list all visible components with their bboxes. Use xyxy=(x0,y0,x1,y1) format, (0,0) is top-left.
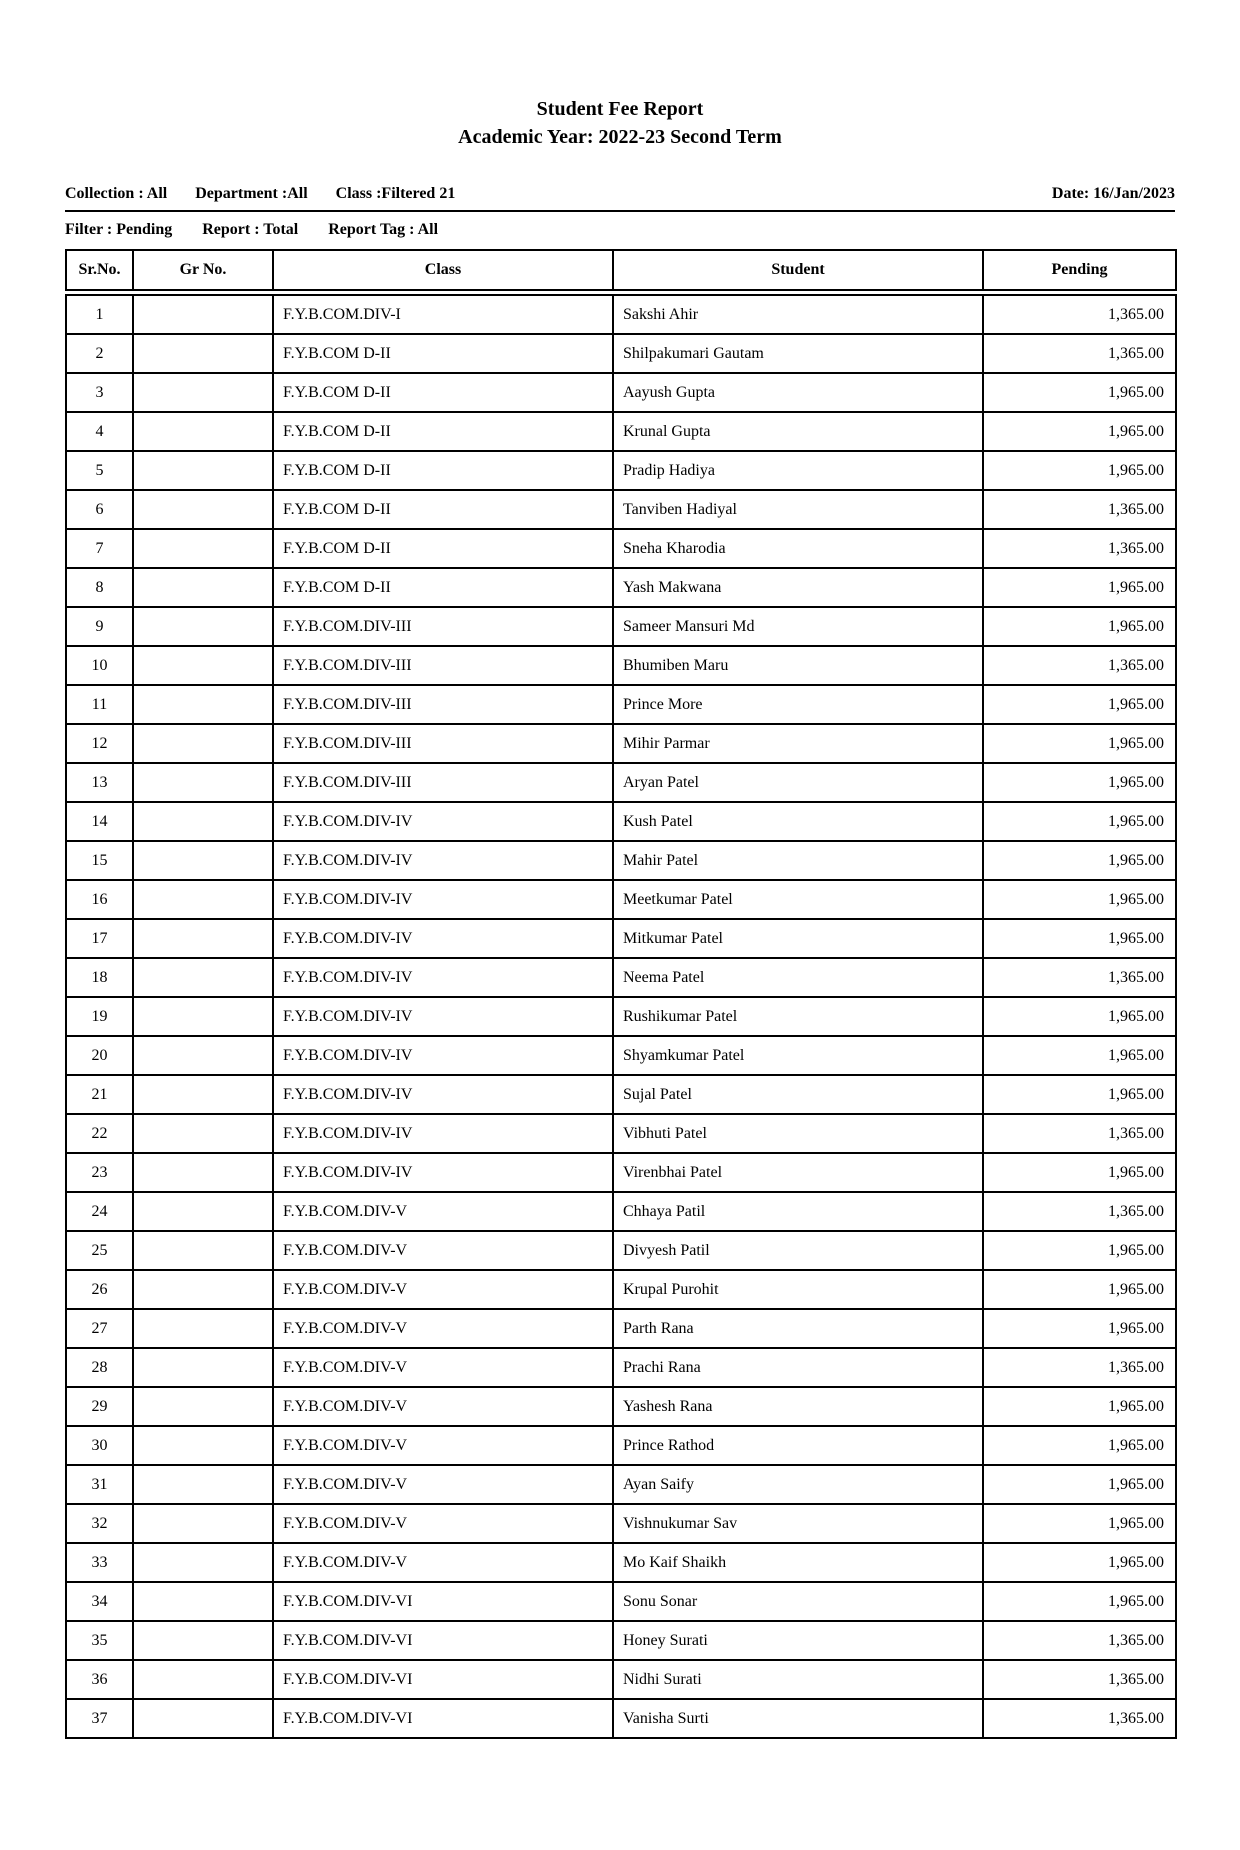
cell-grno xyxy=(133,1309,273,1348)
cell-student: Nidhi Surati xyxy=(613,1660,983,1699)
cell-grno xyxy=(133,568,273,607)
cell-pending: 1,965.00 xyxy=(983,607,1176,646)
table-row xyxy=(66,1582,1176,1621)
cell-grno xyxy=(133,1348,273,1387)
cell-grno xyxy=(133,1504,273,1543)
cell-srno: 31 xyxy=(66,1465,133,1504)
cell-grno xyxy=(133,1270,273,1309)
cell-student: Sujal Patel xyxy=(613,1075,983,1114)
cell-srno: 9 xyxy=(66,607,133,646)
cell-grno xyxy=(133,1231,273,1270)
cell-student: Prince More xyxy=(613,685,983,724)
table-row xyxy=(66,1309,1176,1348)
table-row xyxy=(66,490,1176,529)
cell-student: Kush Patel xyxy=(613,802,983,841)
cell-pending: 1,365.00 xyxy=(983,958,1176,997)
cell-srno: 29 xyxy=(66,1387,133,1426)
cell-grno xyxy=(133,1543,273,1582)
cell-srno: 3 xyxy=(66,373,133,412)
cell-srno: 30 xyxy=(66,1426,133,1465)
cell-pending: 1,965.00 xyxy=(983,802,1176,841)
report-page xyxy=(0,96,1240,1739)
cell-grno xyxy=(133,451,273,490)
cell-grno xyxy=(133,334,273,373)
cell-grno xyxy=(133,1114,273,1153)
cell-class: F.Y.B.COM.DIV-IV xyxy=(273,958,613,997)
cell-class: F.Y.B.COM.DIV-V xyxy=(273,1309,613,1348)
cell-grno xyxy=(133,763,273,802)
cell-class: F.Y.B.COM.DIV-IV xyxy=(273,919,613,958)
table-row xyxy=(66,1387,1176,1426)
cell-class: F.Y.B.COM.DIV-III xyxy=(273,685,613,724)
cell-srno: 6 xyxy=(66,490,133,529)
cell-grno xyxy=(133,802,273,841)
cell-class: F.Y.B.COM.DIV-VI xyxy=(273,1660,613,1699)
cell-srno: 12 xyxy=(66,724,133,763)
cell-srno: 22 xyxy=(66,1114,133,1153)
cell-class: F.Y.B.COM.DIV-VI xyxy=(273,1582,613,1621)
cell-pending: 1,965.00 xyxy=(983,1426,1176,1465)
report-header xyxy=(65,96,1175,151)
cell-class: F.Y.B.COM.DIV-III xyxy=(273,763,613,802)
cell-pending: 1,365.00 xyxy=(983,293,1176,335)
cell-student: Sonu Sonar xyxy=(613,1582,983,1621)
cell-pending: 1,365.00 xyxy=(983,1348,1176,1387)
cell-class: F.Y.B.COM.DIV-V xyxy=(273,1543,613,1582)
cell-grno xyxy=(133,958,273,997)
cell-class: F.Y.B.COM D-II xyxy=(273,490,613,529)
table-row xyxy=(66,1192,1176,1231)
cell-grno xyxy=(133,607,273,646)
column-header-pending: Pending xyxy=(983,250,1176,293)
cell-pending: 1,365.00 xyxy=(983,529,1176,568)
cell-class: F.Y.B.COM.DIV-IV xyxy=(273,1075,613,1114)
cell-pending: 1,965.00 xyxy=(983,1270,1176,1309)
cell-student: Prince Rathod xyxy=(613,1426,983,1465)
cell-pending: 1,965.00 xyxy=(983,1036,1176,1075)
cell-srno: 32 xyxy=(66,1504,133,1543)
table-row xyxy=(66,1153,1176,1192)
column-header-student: Student xyxy=(613,250,983,293)
page-subtitle: Academic Year: 2022-23 Second Term xyxy=(458,125,782,148)
cell-srno: 1 xyxy=(66,293,133,335)
cell-class: F.Y.B.COM.DIV-IV xyxy=(273,1153,613,1192)
cell-student: Ayan Saify xyxy=(613,1465,983,1504)
cell-pending: 1,965.00 xyxy=(983,724,1176,763)
cell-student: Prachi Rana xyxy=(613,1348,983,1387)
table-row xyxy=(66,1231,1176,1270)
cell-class: F.Y.B.COM.DIV-V xyxy=(273,1387,613,1426)
cell-student: Chhaya Patil xyxy=(613,1192,983,1231)
table-row xyxy=(66,880,1176,919)
table-row xyxy=(66,685,1176,724)
cell-class: F.Y.B.COM.DIV-IV xyxy=(273,841,613,880)
cell-pending: 1,965.00 xyxy=(983,1309,1176,1348)
cell-pending: 1,965.00 xyxy=(983,763,1176,802)
cell-student: Pradip Hadiya xyxy=(613,451,983,490)
cell-pending: 1,965.00 xyxy=(983,685,1176,724)
cell-class: F.Y.B.COM D-II xyxy=(273,373,613,412)
filter-summary-row xyxy=(65,212,1175,249)
cell-grno xyxy=(133,880,273,919)
cell-class: F.Y.B.COM.DIV-IV xyxy=(273,997,613,1036)
cell-student: Neema Patel xyxy=(613,958,983,997)
table-row xyxy=(66,997,1176,1036)
cell-srno: 28 xyxy=(66,1348,133,1387)
cell-pending: 1,365.00 xyxy=(983,1660,1176,1699)
cell-srno: 26 xyxy=(66,1270,133,1309)
cell-pending: 1,965.00 xyxy=(983,841,1176,880)
cell-srno: 20 xyxy=(66,1036,133,1075)
cell-srno: 2 xyxy=(66,334,133,373)
cell-srno: 16 xyxy=(66,880,133,919)
report-tag-label: Report Tag : All xyxy=(328,221,439,239)
cell-srno: 11 xyxy=(66,685,133,724)
cell-grno xyxy=(133,412,273,451)
cell-student: Krupal Purohit xyxy=(613,1270,983,1309)
cell-student: Sakshi Ahir xyxy=(613,293,983,335)
cell-student: Yashesh Rana xyxy=(613,1387,983,1426)
table-row xyxy=(66,1075,1176,1114)
cell-pending: 1,965.00 xyxy=(983,997,1176,1036)
table-row xyxy=(66,334,1176,373)
cell-srno: 24 xyxy=(66,1192,133,1231)
cell-student: Mahir Patel xyxy=(613,841,983,880)
cell-class: F.Y.B.COM.DIV-I xyxy=(273,293,613,335)
table-row xyxy=(66,1270,1176,1309)
table-row xyxy=(66,1465,1176,1504)
cell-class: F.Y.B.COM.DIV-III xyxy=(273,646,613,685)
cell-student: Parth Rana xyxy=(613,1309,983,1348)
cell-class: F.Y.B.COM D-II xyxy=(273,568,613,607)
cell-student: Yash Makwana xyxy=(613,568,983,607)
cell-class: F.Y.B.COM D-II xyxy=(273,412,613,451)
cell-pending: 1,365.00 xyxy=(983,1621,1176,1660)
table-row xyxy=(66,919,1176,958)
cell-class: F.Y.B.COM.DIV-V xyxy=(273,1504,613,1543)
table-row xyxy=(66,529,1176,568)
cell-pending: 1,965.00 xyxy=(983,880,1176,919)
cell-srno: 10 xyxy=(66,646,133,685)
table-header-row xyxy=(66,250,1176,293)
cell-grno xyxy=(133,1699,273,1738)
cell-class: F.Y.B.COM.DIV-IV xyxy=(273,802,613,841)
cell-srno: 18 xyxy=(66,958,133,997)
table-row xyxy=(66,1036,1176,1075)
cell-grno xyxy=(133,1582,273,1621)
cell-pending: 1,365.00 xyxy=(983,334,1176,373)
table-row xyxy=(66,1426,1176,1465)
cell-pending: 1,365.00 xyxy=(983,1114,1176,1153)
cell-grno xyxy=(133,373,273,412)
table-row xyxy=(66,841,1176,880)
cell-srno: 23 xyxy=(66,1153,133,1192)
table-row xyxy=(66,1543,1176,1582)
cell-student: Honey Surati xyxy=(613,1621,983,1660)
cell-grno xyxy=(133,1075,273,1114)
table-row xyxy=(66,293,1176,335)
cell-grno xyxy=(133,490,273,529)
cell-srno: 15 xyxy=(66,841,133,880)
cell-pending: 1,965.00 xyxy=(983,412,1176,451)
filter-label: Filter : Pending xyxy=(65,221,173,239)
cell-grno xyxy=(133,685,273,724)
cell-student: Krunal Gupta xyxy=(613,412,983,451)
cell-student: Shilpakumari Gautam xyxy=(613,334,983,373)
cell-pending: 1,365.00 xyxy=(983,490,1176,529)
fee-table-body xyxy=(66,293,1176,1739)
cell-student: Mitkumar Patel xyxy=(613,919,983,958)
cell-srno: 14 xyxy=(66,802,133,841)
cell-student: Vishnukumar Sav xyxy=(613,1504,983,1543)
cell-grno xyxy=(133,529,273,568)
cell-srno: 8 xyxy=(66,568,133,607)
cell-srno: 4 xyxy=(66,412,133,451)
cell-srno: 35 xyxy=(66,1621,133,1660)
cell-grno xyxy=(133,841,273,880)
cell-grno xyxy=(133,919,273,958)
cell-student: Mihir Parmar xyxy=(613,724,983,763)
column-header-srno: Sr.No. xyxy=(66,250,133,293)
cell-class: F.Y.B.COM.DIV-VI xyxy=(273,1621,613,1660)
cell-pending: 1,965.00 xyxy=(983,1582,1176,1621)
cell-grno xyxy=(133,1387,273,1426)
cell-class: F.Y.B.COM.DIV-III xyxy=(273,724,613,763)
table-row xyxy=(66,1504,1176,1543)
cell-class: F.Y.B.COM.DIV-V xyxy=(273,1231,613,1270)
class-filter-label: Class :Filtered 21 xyxy=(335,185,456,203)
cell-srno: 36 xyxy=(66,1660,133,1699)
cell-pending: 1,965.00 xyxy=(983,568,1176,607)
table-row xyxy=(66,1348,1176,1387)
cell-student: Shyamkumar Patel xyxy=(613,1036,983,1075)
cell-student: Bhumiben Maru xyxy=(613,646,983,685)
cell-class: F.Y.B.COM.DIV-IV xyxy=(273,880,613,919)
cell-student: Tanviben Hadiyal xyxy=(613,490,983,529)
report-filters-summary xyxy=(65,185,455,203)
cell-grno xyxy=(133,1426,273,1465)
table-row xyxy=(66,1699,1176,1738)
cell-class: F.Y.B.COM.DIV-IV xyxy=(273,1036,613,1075)
table-row xyxy=(66,412,1176,451)
cell-grno xyxy=(133,1465,273,1504)
cell-pending: 1,965.00 xyxy=(983,919,1176,958)
cell-srno: 25 xyxy=(66,1231,133,1270)
cell-srno: 33 xyxy=(66,1543,133,1582)
cell-class: F.Y.B.COM.DIV-V xyxy=(273,1348,613,1387)
cell-class: F.Y.B.COM D-II xyxy=(273,529,613,568)
cell-srno: 19 xyxy=(66,997,133,1036)
cell-student: Meetkumar Patel xyxy=(613,880,983,919)
table-row xyxy=(66,373,1176,412)
cell-pending: 1,965.00 xyxy=(983,451,1176,490)
cell-pending: 1,965.00 xyxy=(983,1465,1176,1504)
cell-grno xyxy=(133,293,273,335)
cell-srno: 34 xyxy=(66,1582,133,1621)
cell-class: F.Y.B.COM D-II xyxy=(273,334,613,373)
cell-class: F.Y.B.COM.DIV-VI xyxy=(273,1699,613,1738)
cell-class: F.Y.B.COM D-II xyxy=(273,451,613,490)
table-row xyxy=(66,1114,1176,1153)
cell-class: F.Y.B.COM.DIV-III xyxy=(273,607,613,646)
cell-class: F.Y.B.COM.DIV-V xyxy=(273,1192,613,1231)
cell-student: Sameer Mansuri Md xyxy=(613,607,983,646)
cell-class: F.Y.B.COM.DIV-V xyxy=(273,1270,613,1309)
table-row xyxy=(66,1660,1176,1699)
cell-srno: 17 xyxy=(66,919,133,958)
cell-pending: 1,965.00 xyxy=(983,373,1176,412)
cell-class: F.Y.B.COM.DIV-V xyxy=(273,1426,613,1465)
report-date: Date: 16/Jan/2023 xyxy=(1051,185,1175,203)
cell-student: Aryan Patel xyxy=(613,763,983,802)
cell-pending: 1,965.00 xyxy=(983,1543,1176,1582)
table-row xyxy=(66,802,1176,841)
cell-pending: 1,965.00 xyxy=(983,1504,1176,1543)
table-row xyxy=(66,1621,1176,1660)
cell-pending: 1,365.00 xyxy=(983,1192,1176,1231)
cell-pending: 1,365.00 xyxy=(983,646,1176,685)
cell-grno xyxy=(133,1660,273,1699)
table-row xyxy=(66,724,1176,763)
student-fee-table xyxy=(65,249,1177,1739)
cell-srno: 37 xyxy=(66,1699,133,1738)
cell-student: Virenbhai Patel xyxy=(613,1153,983,1192)
cell-pending: 1,965.00 xyxy=(983,1153,1176,1192)
department-filter-label: Department :All xyxy=(195,185,308,203)
cell-student: Mo Kaif Shaikh xyxy=(613,1543,983,1582)
page-title: Student Fee Report xyxy=(536,98,704,120)
table-row xyxy=(66,607,1176,646)
collection-filter-label: Collection : All xyxy=(65,185,168,203)
cell-grno xyxy=(133,1192,273,1231)
cell-pending: 1,965.00 xyxy=(983,1387,1176,1426)
table-row xyxy=(66,451,1176,490)
cell-student: Vibhuti Patel xyxy=(613,1114,983,1153)
cell-student: Sneha Kharodia xyxy=(613,529,983,568)
table-row xyxy=(66,646,1176,685)
cell-srno: 13 xyxy=(66,763,133,802)
cell-student: Divyesh Patil xyxy=(613,1231,983,1270)
cell-grno xyxy=(133,1621,273,1660)
cell-student: Vanisha Surti xyxy=(613,1699,983,1738)
cell-grno xyxy=(133,646,273,685)
column-header-class: Class xyxy=(273,250,613,293)
table-row xyxy=(66,568,1176,607)
report-meta-row xyxy=(65,185,1175,203)
cell-grno xyxy=(133,1153,273,1192)
cell-pending: 1,365.00 xyxy=(983,1699,1176,1738)
cell-pending: 1,965.00 xyxy=(983,1231,1176,1270)
cell-student: Rushikumar Patel xyxy=(613,997,983,1036)
cell-srno: 21 xyxy=(66,1075,133,1114)
cell-grno xyxy=(133,724,273,763)
column-header-grno: Gr No. xyxy=(133,250,273,293)
cell-srno: 5 xyxy=(66,451,133,490)
cell-class: F.Y.B.COM.DIV-IV xyxy=(273,1114,613,1153)
table-row xyxy=(66,958,1176,997)
cell-student: Aayush Gupta xyxy=(613,373,983,412)
cell-class: F.Y.B.COM.DIV-V xyxy=(273,1465,613,1504)
report-type-label: Report : Total xyxy=(202,221,299,239)
cell-srno: 7 xyxy=(66,529,133,568)
table-row xyxy=(66,763,1176,802)
cell-grno xyxy=(133,997,273,1036)
cell-pending: 1,965.00 xyxy=(983,1075,1176,1114)
cell-srno: 27 xyxy=(66,1309,133,1348)
cell-grno xyxy=(133,1036,273,1075)
